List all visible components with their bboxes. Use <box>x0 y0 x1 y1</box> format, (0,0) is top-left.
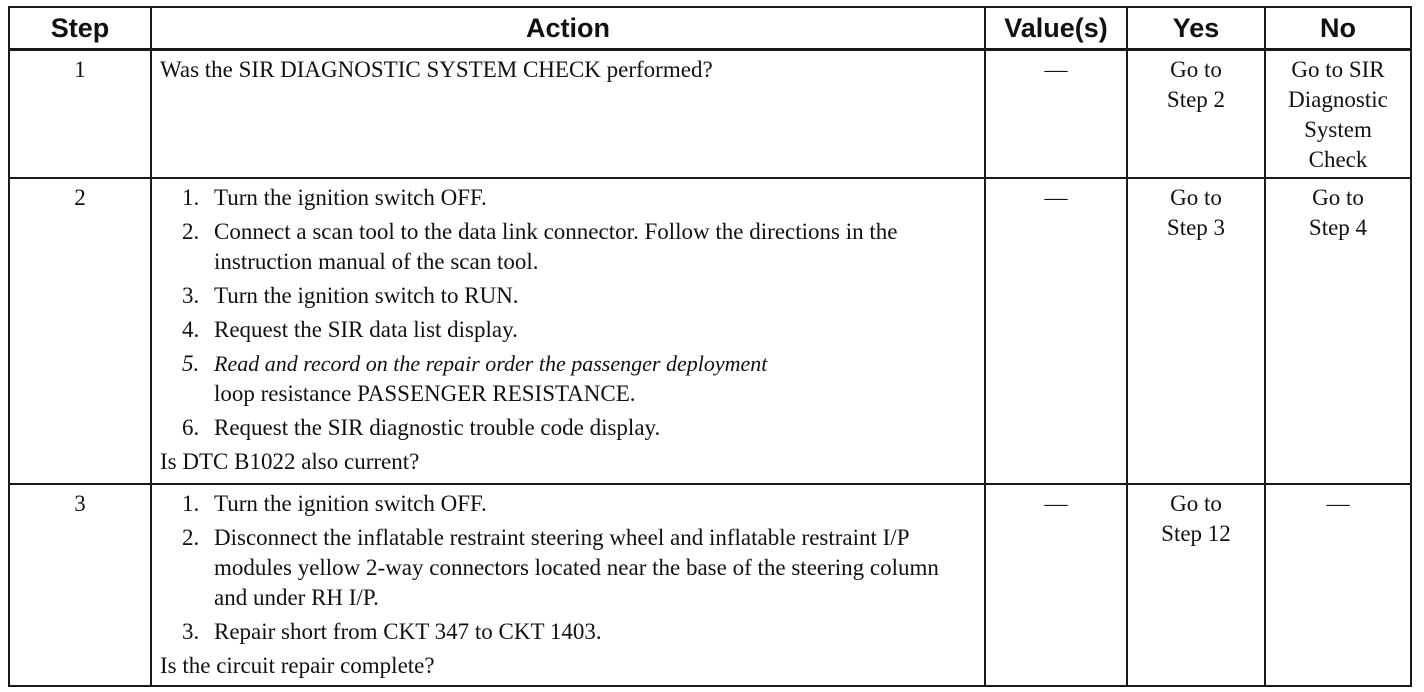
action-step <box>160 413 976 443</box>
action-cell <box>151 50 985 178</box>
yes-line: Go to <box>1170 184 1222 210</box>
value-cell: — <box>985 484 1127 686</box>
step-text: Disconnect the inflatable restraint steering wheel and inflatable restraint I/P modules yellow 2-way connectors located near the base of the steering column and under RH I/P. <box>214 524 939 610</box>
table-row <box>9 484 1411 686</box>
yes-line: Step 3 <box>1166 214 1226 240</box>
value-cell: — <box>985 50 1127 178</box>
header-step: Step <box>9 7 151 50</box>
yes-line: Go to <box>1170 490 1222 516</box>
step-index: 2. <box>182 218 200 244</box>
action-question: Is the circuit repair complete? <box>160 652 435 678</box>
yes-cell <box>1127 484 1265 686</box>
header-row <box>9 7 1411 50</box>
action-step <box>160 281 976 311</box>
step-index: 6. <box>182 414 200 440</box>
action-step <box>160 489 976 519</box>
yes-cell <box>1127 178 1265 484</box>
no-cell <box>1265 178 1411 484</box>
header-no: No <box>1265 7 1411 50</box>
table-row <box>9 178 1411 484</box>
no-line: Go to <box>1312 184 1364 210</box>
action-cell <box>151 484 985 686</box>
step-index: 3. <box>182 618 200 644</box>
action-question: Is DTC B1022 also current? <box>160 448 420 474</box>
step-number: 2 <box>9 178 151 484</box>
action-steps-list <box>160 183 976 443</box>
step-index: 5. <box>182 350 200 376</box>
step-text: Request the SIR data list display. <box>214 316 518 342</box>
action-step <box>160 217 976 277</box>
header-yes: Yes <box>1127 7 1265 50</box>
yes-line: Go to <box>1170 57 1222 82</box>
yes-line: Step 2 <box>1166 87 1226 112</box>
no-line: Step 4 <box>1308 214 1368 240</box>
step-number: 3 <box>9 484 151 686</box>
step-text: Turn the ignition switch to RUN. <box>214 282 519 308</box>
yes-line: Step 12 <box>1161 520 1231 546</box>
value-cell: — <box>985 178 1127 484</box>
action-step <box>160 349 976 409</box>
step-text: Turn the ignition switch OFF. <box>214 490 487 516</box>
step-index: 2. <box>182 524 200 550</box>
step-text: loop resistance PASSENGER RESISTANCE. <box>214 380 636 406</box>
step-index: 4. <box>182 316 200 342</box>
no-cell <box>1265 50 1411 178</box>
step-text: Repair short from CKT 347 to CKT 1403. <box>214 618 602 644</box>
header-action: Action <box>151 7 985 50</box>
step-index: 1. <box>182 490 200 516</box>
no-line: — <box>1326 490 1350 516</box>
step-text: Turn the ignition switch OFF. <box>214 184 487 210</box>
step-number: 1 <box>9 50 151 178</box>
step-index: 1. <box>182 184 200 210</box>
action-step <box>160 183 976 213</box>
action-step <box>160 617 976 647</box>
table-row <box>9 50 1411 178</box>
no-line: Diagnostic <box>1288 87 1388 112</box>
yes-cell <box>1127 50 1265 178</box>
action-cell <box>151 178 985 484</box>
action-step <box>160 315 976 345</box>
action-question: Was the SIR DIAGNOSTIC SYSTEM CHECK performed? <box>160 57 713 82</box>
diagnostic-table <box>8 6 1412 687</box>
step-text: Connect a scan tool to the data link connector. Follow the directions in the instruction manual of the scan tool. <box>214 218 898 274</box>
no-cell <box>1265 484 1411 686</box>
no-line: System <box>1304 117 1372 142</box>
action-step <box>160 523 976 613</box>
step-text: Request the SIR diagnostic trouble code display. <box>214 414 661 440</box>
action-steps-list <box>160 489 976 647</box>
step-text-italic: Read and record on the repair order the passenger deployment <box>214 350 768 376</box>
no-line: Go to SIR <box>1291 57 1385 82</box>
step-index: 3. <box>182 282 200 308</box>
no-line: Check <box>1308 147 1368 172</box>
header-values: Value(s) <box>985 7 1127 50</box>
